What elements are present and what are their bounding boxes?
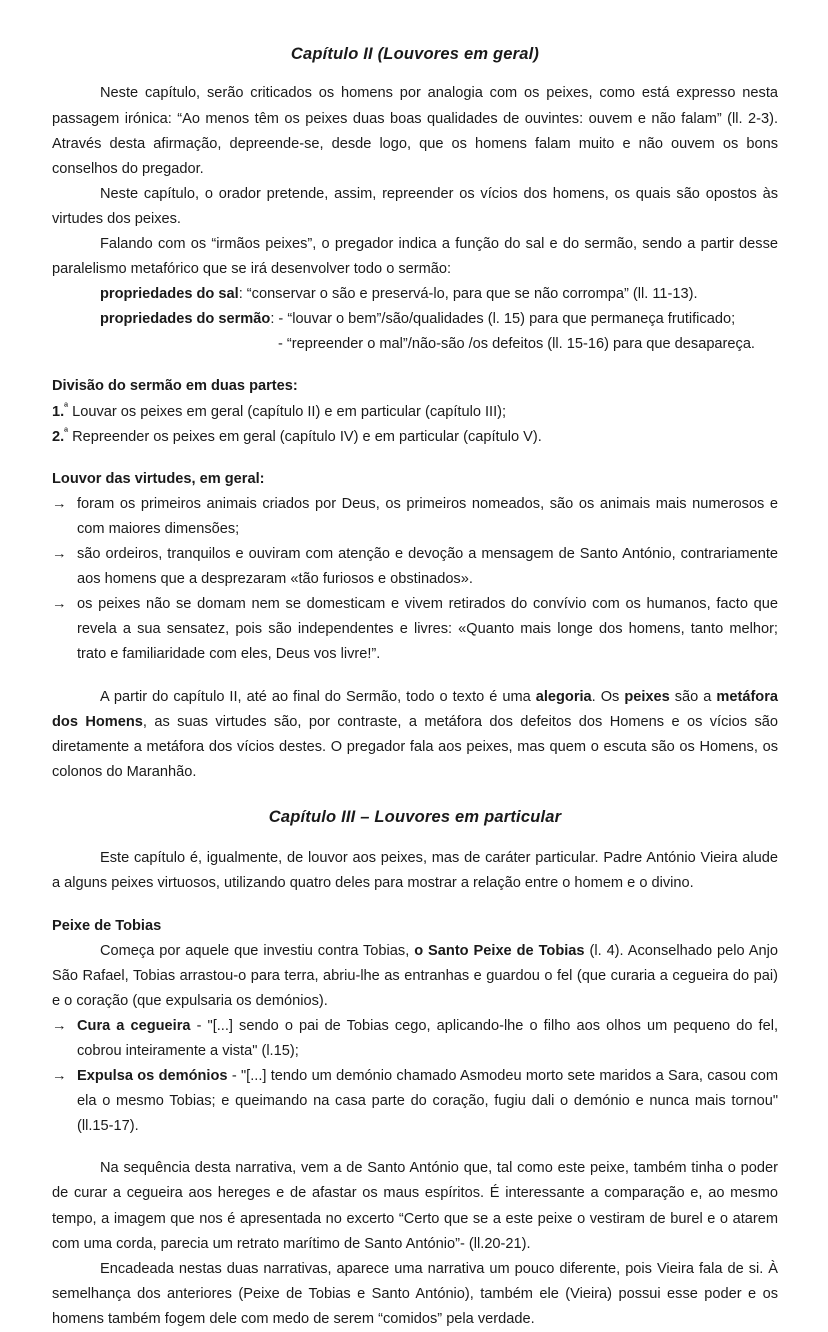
list-item: [52, 542, 778, 592]
tobias-powers-list: [52, 1014, 778, 1139]
divisao-item-1-ordinal: ª: [64, 400, 69, 413]
santo-antonio-paragraph: Na sequência desta narrativa, vem a de Santo António que, tal como este peixe, também tinha o poder de curar a cegueira aos hereges e de afastar os maus espíritos. É interessante a comparação e, ao mesmo tempo, a imagem que nos é apresentada no excerto “Certo que se a este peixe o vestiram de burel e o atarem com uma corda, parecia um retrato marítimo de Santo António”- (ll.20-21).: [52, 1160, 778, 1252]
list-item: [52, 492, 778, 542]
list-item-text: foram os primeiros animais criados por Deus, os primeiros nomeados, são os animais mais numerosos e com maiores dimensões;: [77, 495, 778, 537]
alegoria-bold-1: alegoria: [535, 688, 592, 705]
chapter-2-paragraph-2: Neste capítulo, o orador pretende, assim, repreender os vícios dos homens, os quais são opostos às virtudes dos peixes.: [52, 185, 778, 227]
tobias-paragraph: [52, 939, 778, 1014]
propriedades-do-sal-label: propriedades do sal: [100, 286, 239, 303]
list-item: [52, 1064, 778, 1139]
propriedades-do-sal-text: : “conservar o são e preservá-lo, para que se não corrompa” (ll. 11-13).: [238, 286, 698, 303]
list-item-text: são ordeiros, tranquilos e ouviram com atenção e devoção a mensagem de Santo António, contrariamente aos homens que a desprezaram «tão furiosos e obstinados».: [77, 546, 778, 588]
alegoria-paragraph: [52, 685, 778, 785]
list-item: [52, 592, 778, 667]
list-item-text: - "[...] tendo um demónio chamado Asmodeu morto sete maridos a Sara, casou com ela o mesmo Tobias; e queimando na casa parte do coração, fugiu dali o demónio e nunca mais tornou" (ll.15-17).: [77, 1068, 779, 1135]
alegoria-text-2: . Os: [591, 688, 625, 705]
alegoria-text-4: , as suas virtudes são, por contraste, a metáfora dos defeitos dos Homens e os vícios são diretamente a metáfora dos vícios destes. O pregador fala aos peixes, mas quem o escuta são os Homens, os colonos do Maranhão.: [52, 713, 778, 780]
divisao-item-2: [52, 425, 778, 450]
propriedades-do-sal-line: [52, 282, 778, 307]
divisao-item-2-ordinal: ª: [64, 425, 69, 438]
alegoria-text-1: A partir do capítulo II, até ao final do Sermão, todo o texto é uma: [100, 688, 536, 705]
list-item-label: Expulsa os demónios: [77, 1068, 228, 1085]
spacer: [52, 450, 778, 467]
chapter-3-title: Capítulo III – Louvores em particular: [268, 807, 562, 826]
alegoria-bold-2: peixes: [624, 688, 670, 705]
tobias-text-2: (l. 4). Aconselhado pelo Anjo São Rafael, Tobias arrastou-o para terra, abriu-lhe as entranhas e guardou o fel (que curaria a cegueira do pai) e o coração (que expulsaria os demónios).: [52, 942, 778, 1009]
arrow-right-icon: →: [52, 596, 67, 613]
divisao-item-2-number: 2.: [52, 428, 65, 445]
propriedades-do-sermao-label: propriedades do sermão: [100, 311, 271, 328]
divisao-item-1-number: 1.: [52, 403, 65, 420]
divisao-item-1-text: Louvar os peixes em geral (capítulo II) e em particular (capítulo III);: [68, 403, 507, 420]
spacer: [52, 668, 778, 685]
chapter-2-paragraph-1: Neste capítulo, serão criticados os homens por analogia com os peixes, como está expresso nesta passagem irónica: “Ao menos têm os peixes duas boas qualidades de ouvintes: ouvem e não falam” (ll. 2-3). Através desta afirmação, depreende-se, desde logo, que os homens falam muito e não ouvem os bons conselhos do pregador.: [52, 85, 778, 177]
spacer: [52, 897, 778, 914]
chapter-3-intro-paragraph: Este capítulo é, igualmente, de louvor aos peixes, mas de caráter particular. Padre António Vieira alude a alguns peixes virtuosos, utilizando quatro deles para mostrar a relação entre o homem e o divino.: [52, 850, 778, 892]
arrow-right-icon: →: [52, 495, 67, 512]
arrow-right-icon: →: [52, 1017, 67, 1034]
arrow-right-icon: →: [52, 546, 67, 563]
divisao-item-2-text: Repreender os peixes em geral (capítulo IV) e em particular (capítulo V).: [68, 428, 542, 445]
spacer: [52, 1139, 778, 1156]
divisao-item-1: [52, 400, 778, 425]
tobias-text-1: Começa por aquele que investiu contra Tobias,: [100, 942, 415, 959]
louvor-virtudes-heading: Louvor das virtudes, em geral:: [52, 470, 265, 487]
alegoria-bold-3: metáfora dos Homens: [52, 688, 779, 730]
chapter-2-title: Capítulo II (Louvores em geral): [290, 45, 540, 63]
propriedades-do-sermao-text: : - “louvar o bem”/são/qualidades (l. 15) para que permaneça frutificado;: [270, 311, 736, 328]
vieira-paragraph: Encadeada nestas duas narrativas, aparece uma narrativa um pouco diferente, pois Vieira fala de si. À semelhança dos anteriores (Peixe de Tobias e Santo António), também ele (Vieira) possui esse poder e os homens também fogem dele com medo de serem “comidos” pela verdade.: [52, 1260, 778, 1327]
peixe-de-tobias-heading: Peixe de Tobias: [52, 917, 162, 934]
list-item: [52, 1014, 778, 1064]
chapter-2-paragraph-3: Falando com os “irmãos peixes”, o pregador indica a função do sal e do sermão, sendo a partir desse paralelismo metafórico que se irá desenvolver todo o sermão:: [52, 236, 778, 278]
propriedades-do-sermao-line: [52, 307, 778, 332]
list-item-text: os peixes não se domam nem se domesticam e vivem retirados do convívio com os humanos, facto que revela a sua sensatez, pois são independentes e livres: «Quanto mais longe dos homens, tanto melhor; trato e familiaridade com eles, Deus vos livre!”.: [77, 596, 778, 663]
alegoria-text-3: são a: [669, 688, 717, 705]
list-item-text: - "[...] sendo o pai de Tobias cego, aplicando-lhe o filho aos olhos um pequeno do fel, cobrou inteiramente a vista" (l.15);: [77, 1017, 779, 1059]
spacer: [52, 357, 778, 374]
propriedades-do-sermao-line-2: - “repreender o mal”/não-são /os defeitos (ll. 15-16) para que desapareça.: [278, 336, 755, 353]
divisao-heading: Divisão do sermão em duas partes:: [52, 378, 298, 395]
list-item-label: Cura a cegueira: [77, 1017, 191, 1034]
tobias-bold-1: o Santo Peixe de Tobias: [414, 942, 585, 959]
arrow-right-icon: →: [52, 1068, 67, 1085]
louvor-virtudes-list: [52, 492, 778, 668]
